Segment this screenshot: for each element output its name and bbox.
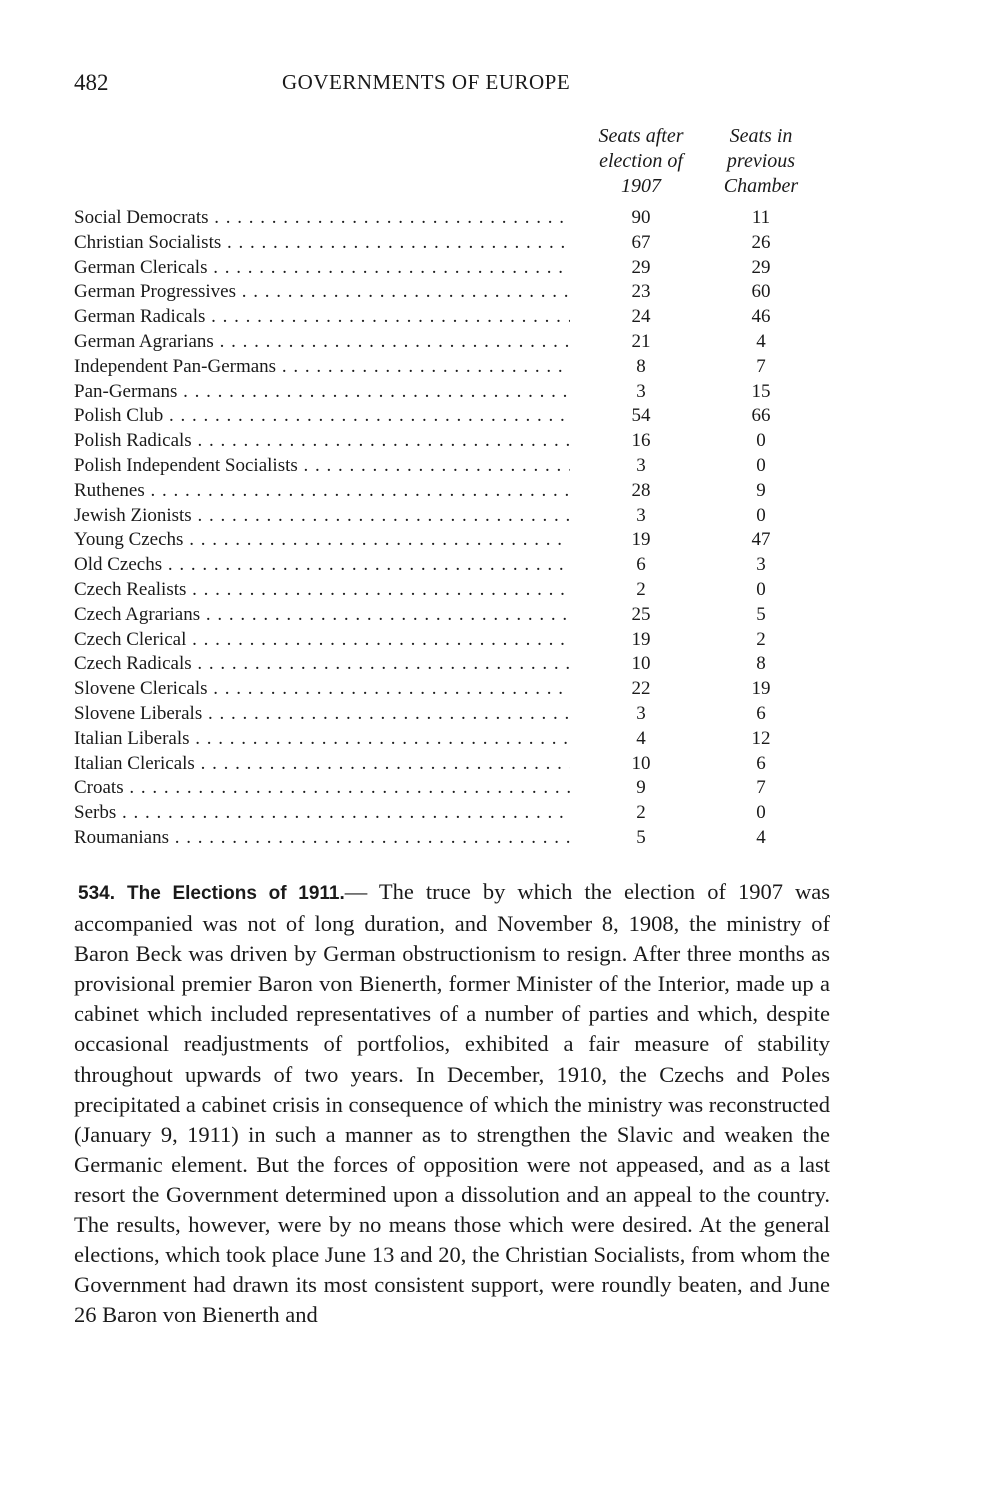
seats-after-value: 3 [636,454,646,476]
page-number: 482 [74,70,109,95]
seats-previous-value: 0 [756,430,766,452]
seats-after-value: 19 [631,628,651,650]
table-row [74,603,834,628]
party-name: Young Czechs . . . [74,528,570,552]
seats-after-value: 28 [631,479,651,501]
seats-previous-value: 0 [756,454,766,476]
table-row [74,528,834,553]
table-row [74,429,834,454]
seats-after-value: 23 [631,281,651,303]
party-name: Czech Clerical . . . [74,628,570,652]
column-header-line: Seats in [729,125,793,147]
table-row [74,752,834,777]
seats-previous-value: 66 [751,405,771,427]
party-name: Ruthenes . . . [74,479,570,503]
party-name: Slovene Clericals . . . [74,677,570,701]
column-header-line: Chamber [723,175,799,197]
section-title: The Elections of 1911. [127,883,345,904]
seats-after-value: 19 [631,529,651,551]
seats-after-value: 2 [636,578,646,600]
column-header-line: Seats after [598,125,684,147]
seats-after-value: 3 [636,504,646,526]
table-body [74,206,834,851]
table-row [74,727,834,752]
seats-after-value: 6 [636,554,646,576]
table-row [74,553,834,578]
seats-previous-value: 4 [756,826,766,848]
seats-previous-value: 8 [756,653,766,675]
party-name: Croats . . . [74,776,570,800]
table-row [74,355,834,380]
seats-previous-value: 15 [751,380,771,402]
seats-previous-value: 9 [756,479,766,501]
party-name: German Progressives . . . [74,280,570,304]
page-header [74,70,834,102]
party-name: Pan-Germans . . . [74,380,570,404]
seats-after-value: 22 [631,678,651,700]
seats-previous-value: 11 [751,207,771,228]
seats-previous-value: 47 [751,529,771,551]
party-name: Polish Radicals . . . [74,429,570,453]
table-row [74,330,834,355]
table-row [74,628,834,653]
seats-after-value: 21 [631,330,651,352]
party-name: Serbs . . . [74,801,570,825]
table-row [74,826,834,851]
seats-after-value: 10 [631,653,651,675]
column-header-line: previous [726,150,796,172]
seats-previous-value: 7 [756,355,766,377]
table-row [74,504,834,529]
seats-after-value: 9 [636,777,646,799]
table-row [74,677,834,702]
section-534 [74,877,830,1330]
party-name: Independent Pan-Germans . . . [74,355,570,379]
seats-previous-value: 60 [751,281,771,303]
seats-after-value: 8 [636,355,646,377]
column-header-seats-after [571,124,711,199]
seats-previous-value: 0 [756,802,766,824]
seats-after-value: 67 [631,231,651,253]
seats-after-value: 54 [631,405,651,427]
party-name: German Clericals . . . [74,256,570,280]
seats-previous-value: 26 [751,231,771,253]
seats-after-value: 3 [636,380,646,402]
party-name: Italian Liberals . . . [74,727,570,751]
seats-after-value: 4 [636,727,646,749]
table-row [74,231,834,256]
table-row [74,479,834,504]
table-row [74,256,834,281]
party-name: Jewish Zionists . . . [74,504,570,528]
seats-previous-value: 5 [756,603,766,625]
seats-previous-value: 7 [756,777,766,799]
table-row [74,454,834,479]
seats-after-value: 3 [636,702,646,724]
seats-previous-value: 6 [756,752,766,774]
seats-previous-value: 0 [756,504,766,526]
party-name: Italian Clericals . . . [74,752,570,776]
party-name: Christian Socialists . . . [74,231,570,255]
seats-after-value: 10 [631,752,651,774]
running-title: GOVERNMENTS OF EUROPE [282,70,571,94]
table-row [74,801,834,826]
table-row [74,702,834,727]
section-text: — The truce by which the election of 1907 was accompanied was not of long duration, and November 8, 1908, the ministry of Baron Beck was driven by German obstructionism to resign. After three months as provisional premier Baron von Bienerth, former Minister of the Interior, made up a cabinet which included representatives of a number of parties and which, despite occasional readjustments of portfolios, exhibited a fair measure of stability throughout upwards of two years. In December, 1910, the Czechs and Poles precipitated a cabinet crisis in consequence of which the ministry was reconstructed (January 9, 1911) in such a manner as to strengthen the Slavic and weaken the Germanic element. But the forces of opposition were not appeased, and as a last resort the Government determined upon a dissolution and an appeal to the country. The results, however, were by no means those which were desired. At the general elections, which took place June 13 and 20, the Christian Socialists, from whom the Government had drawn its most consistent support, were roundly beaten, and June 26 Baron von Bienerth and [74,879,830,1328]
table-row [74,206,834,231]
table-row [74,380,834,405]
seats-previous-value: 46 [751,306,771,328]
seats-previous-value: 4 [756,330,766,352]
table-row [74,404,834,429]
seats-after-value: 5 [636,826,646,848]
party-name: Czech Agrarians . . . [74,603,570,627]
party-name: Polish Club . . . [74,404,570,428]
party-name: Polish Independent Socialists . . . [74,454,570,478]
party-name: Czech Realists . . . [74,578,570,602]
party-name: German Radicals . . . [74,305,570,329]
party-name: Czech Radicals . . . [74,652,570,676]
seats-previous-value: 2 [756,628,766,650]
table-row [74,776,834,801]
seats-previous-value: 6 [756,702,766,724]
seats-previous-value: 29 [751,256,771,278]
table-row [74,280,834,305]
seats-after-value: 25 [631,603,651,625]
table-row [74,652,834,677]
table-row [74,305,834,330]
column-header-line: 1907 [621,175,661,197]
seats-after-value: 24 [631,306,651,328]
seats-previous-value: 19 [751,678,771,700]
party-name: German Agrarians . . . [74,330,570,354]
column-header-seats-previous [691,124,831,199]
seats-previous-value: 0 [756,578,766,600]
seats-previous-value: 3 [756,554,766,576]
seats-after-value: 90 [631,207,651,228]
seats-previous-value: 12 [751,727,771,749]
party-name: Roumanians . . . [74,826,570,850]
party-name: Old Czechs . . . [74,553,570,577]
section-paragraph [74,877,830,1330]
column-header-line: election of [599,150,683,172]
table-row [74,578,834,603]
seats-after-value: 16 [631,430,651,452]
seats-after-value: 2 [636,802,646,824]
section-number: 534. [78,883,115,904]
party-name: Social Democrats . . . [74,206,570,230]
party-name: Slovene Liberals . . . [74,702,570,726]
seats-after-value: 29 [631,256,651,278]
